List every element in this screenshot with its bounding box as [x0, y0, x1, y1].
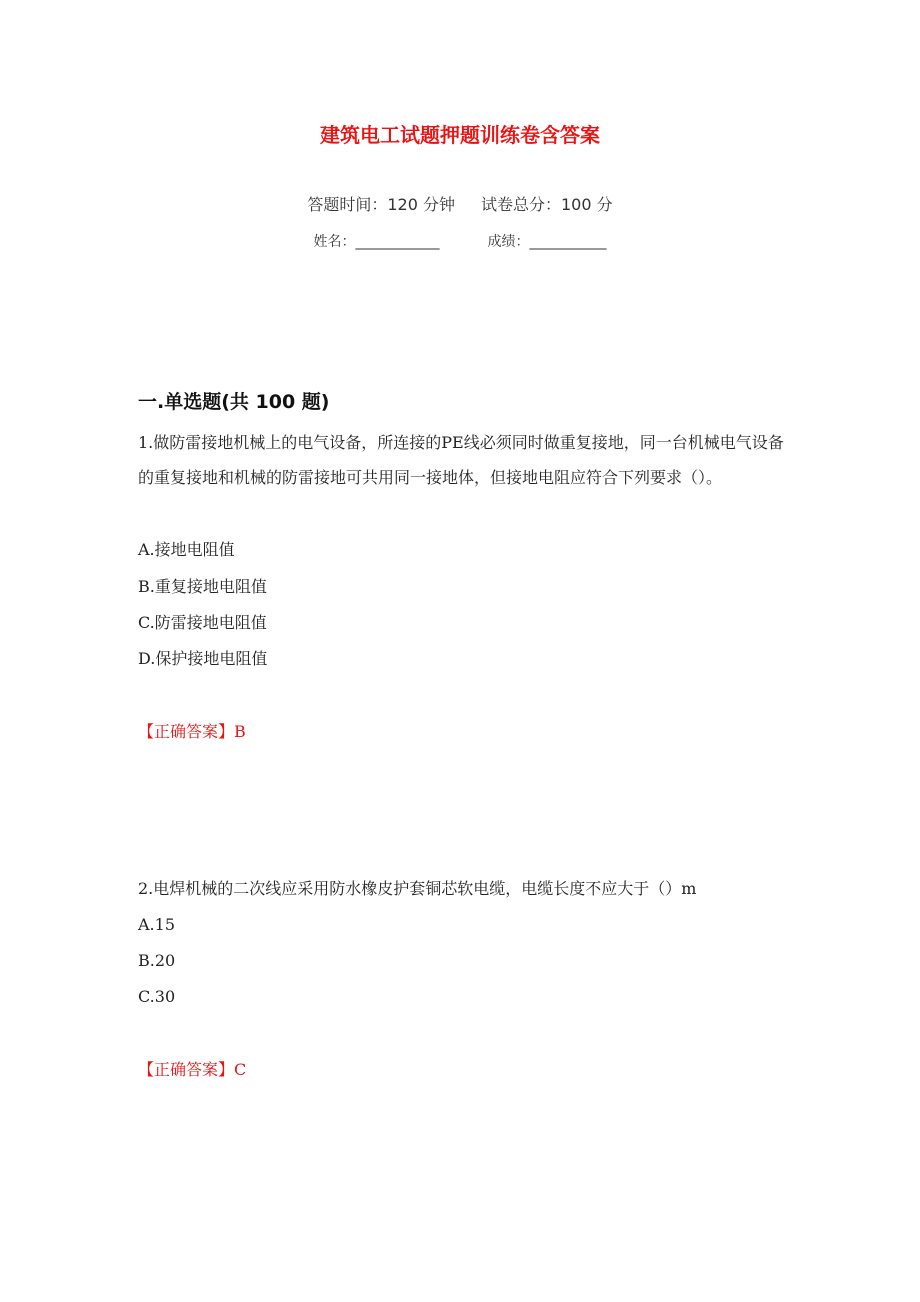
- exam-total-score: 试卷总分：100 分: [481, 195, 613, 214]
- question-1-text: 1.做防雷接地机械上的电气设备，所连接的PE线必须同时做重复接地，同一台机械电气设备的重复接地和机械的防雷接地可共用同一接地体，但接地电阻应符合下列要求（）。: [138, 433, 784, 487]
- question-1-option-a: A.接地电阻值: [138, 540, 235, 559]
- question-1-option-c: C.防雷接地电阻值: [138, 613, 267, 632]
- question-1-option-b: B.重复接地电阻值: [138, 577, 267, 596]
- question-1-option-d: D.保护接地电阻值: [138, 649, 268, 668]
- question-2-option-b: B.20: [138, 951, 176, 970]
- score-field: 成绩：___________: [487, 234, 607, 250]
- document-title: 建筑电工试题押题训练卷含答案: [320, 123, 600, 147]
- question-2-option-c: C.30: [138, 987, 176, 1006]
- question-2-text: 2.电焊机械的二次线应采用防水橡皮护套铜芯软电缆，电缆长度不应大于（）m: [138, 879, 697, 898]
- candidate-info-row: [0, 231, 920, 253]
- exam-info-row: [0, 193, 920, 217]
- name-field: 姓名：____________: [313, 234, 440, 250]
- question-1-answer: 【正确答案】B: [138, 722, 246, 741]
- question-2-answer: 【正确答案】C: [138, 1060, 247, 1079]
- exam-duration: 答题时间：120 分钟: [307, 195, 455, 214]
- question-2-option-a: A.15: [138, 915, 175, 934]
- section-heading: 一.单选题(共 100 题): [138, 391, 330, 413]
